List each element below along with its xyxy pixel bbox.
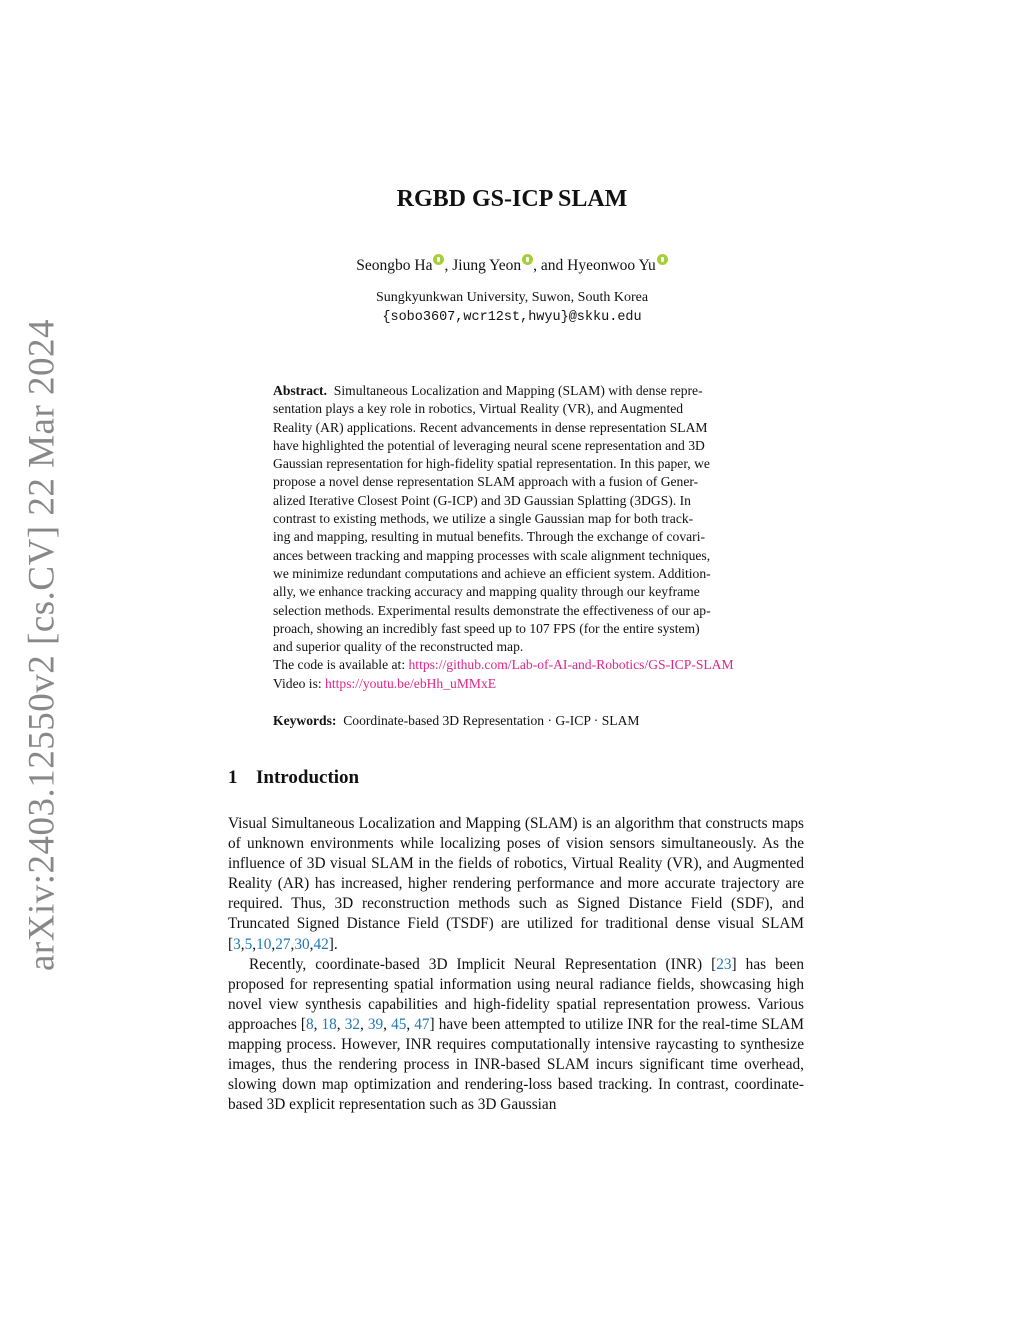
paper-title: RGBD GS-ICP SLAM (396, 186, 628, 212)
section-number: 1 (228, 767, 238, 788)
citation-link[interactable]: 47 (414, 1015, 430, 1033)
orcid-icon[interactable] (657, 254, 668, 265)
body-text (228, 814, 804, 1115)
paragraph-1: Visual Simultaneous Localization and Mapping (SLAM) is an algorithm that constructs maps of unknown environments while localizing poses of vision sensors simultaneously. As the influence of 3D visual SLAM in the fields of robotics, Virtual Reality (VR), and Augmented Reality (AR) has increased, higher rendering performance and more accurate trajectory are required. Thus, 3D reconstruction methods such as Signed Distance Field (SDF), and Truncated Signed Distance Field (TSDF) are utilized for traditional dense visual SLAM [3,5,10,27,30,42]. (228, 815, 804, 953)
citation-link[interactable]: 5 (244, 935, 253, 953)
citation-link[interactable]: 45 (391, 1015, 407, 1033)
abstract-label: Abstract. (273, 383, 327, 398)
abstract-line: we minimize redundant computations and achieve an efficient system. Addition- (273, 565, 711, 581)
author-emails: {sobo3607,wcr12st,hwyu}@skku.edu (382, 310, 642, 325)
abstract-line: ing and mapping, resulting in mutual benefits. Through the exchange of covari- (273, 529, 705, 545)
abstract-line: ally, we enhance tracking accuracy and mapping quality through our keyframe (273, 584, 700, 600)
keywords (273, 713, 793, 729)
citation-link[interactable]: 39 (367, 1015, 384, 1033)
affiliation: Sungkyunkwan University, Suwon, South Korea (375, 290, 649, 305)
paragraph-2: Recently, coordinate-based 3D Implicit Neural Representation (INR) [23] has been proposed for representing spatial information using neural radiance fields, showcasing high novel view synthesis capabilities and high-fidelity spatial representation prowess. Various approaches [8, 18, 32, 39, 45, 47] have been attempted to utilize INR for the real-time SLAM mapping process. However, INR requires computationally intensive raycasting to synthesize images, thus the rendering process in INR-based SLAM incurs significant time overhead, slowing down map optimization and rendering-loss based tracking. In contrast, coordinate-based 3D explicit representation such as 3D Gaussian (228, 955, 804, 1114)
citation-link[interactable]: 32 (344, 1015, 360, 1033)
abstract-line: contrast to existing methods, we utilize a single Gaussian map for both track- (273, 511, 694, 527)
abstract (273, 382, 757, 693)
abstract-line: Gaussian representation for high-fidelity spatial representation. In this paper, we (273, 456, 710, 472)
abstract-line: and superior quality of the reconstructed map. (273, 639, 524, 655)
author-name: , and Hyeonwoo Yu (533, 257, 656, 274)
author-name: Seongbo Ha (356, 257, 433, 274)
abstract-line: ances between tracking and mapping processes with scale alignment techniques, (273, 547, 711, 563)
arxiv-identifier: arXiv:2403.12550v2 [cs.CV] 22 Mar 2024 (21, 318, 63, 972)
citation-link[interactable]: 42 (313, 935, 329, 953)
abstract-line: propose a novel dense representation SLAM approach with a fusion of Gener- (273, 474, 699, 490)
abstract-line: proach, showing an incredibly fast speed up to 107 FPS (for the entire system) (273, 620, 700, 636)
orcid-icon[interactable] (522, 254, 533, 265)
author-name: , Jiung Yeon (444, 257, 522, 274)
section-title: Introduction (256, 767, 360, 788)
orcid-icon[interactable] (433, 254, 444, 265)
citation-link[interactable]: 8 (305, 1015, 314, 1033)
code-link[interactable]: https://github.com/Lab-of-AI-and-Robotics/GS-ICP-SLAM (408, 657, 734, 673)
abstract-line: have highlighted the potential of leveraging neural scene representation and 3D (273, 437, 705, 453)
code-availability: The code is available at: https://github.com/Lab-of-AI-and-Robotics/GS-ICP-SLAM (273, 657, 734, 673)
abstract-line: selection methods. Experimental results demonstrate the effectiveness of our ap- (273, 602, 711, 618)
abstract-line: Abstract. Simultaneous Localization and Mapping (SLAM) with dense repre- (273, 383, 703, 398)
citation-link[interactable]: 18 (321, 1015, 337, 1033)
abstract-line: sentation plays a key role in robotics, Virtual Reality (VR), and Augmented (273, 401, 684, 417)
citation-link[interactable]: 10 (256, 935, 272, 953)
video-availability: Video is: https://youtu.be/ebHh_uMMxE (273, 675, 497, 691)
section-heading (228, 767, 359, 789)
citation-link[interactable]: 3 (233, 935, 241, 953)
author-list (0, 254, 1024, 275)
citation-link[interactable]: 27 (275, 935, 291, 953)
citation-link[interactable]: 30 (294, 935, 310, 953)
video-link[interactable]: https://youtu.be/ebHh_uMMxE (325, 675, 497, 691)
abstract-line: alized Iterative Closest Point (G-ICP) and 3D Gaussian Splatting (3DGS). In (273, 492, 691, 508)
citation-link[interactable]: 23 (716, 955, 732, 973)
keywords-label: Keywords: (273, 713, 337, 728)
keywords-text: Coordinate-based 3D Representation · G-ICP · SLAM (343, 713, 640, 728)
abstract-line: Reality (AR) applications. Recent advancements in dense representation SLAM (273, 419, 708, 435)
